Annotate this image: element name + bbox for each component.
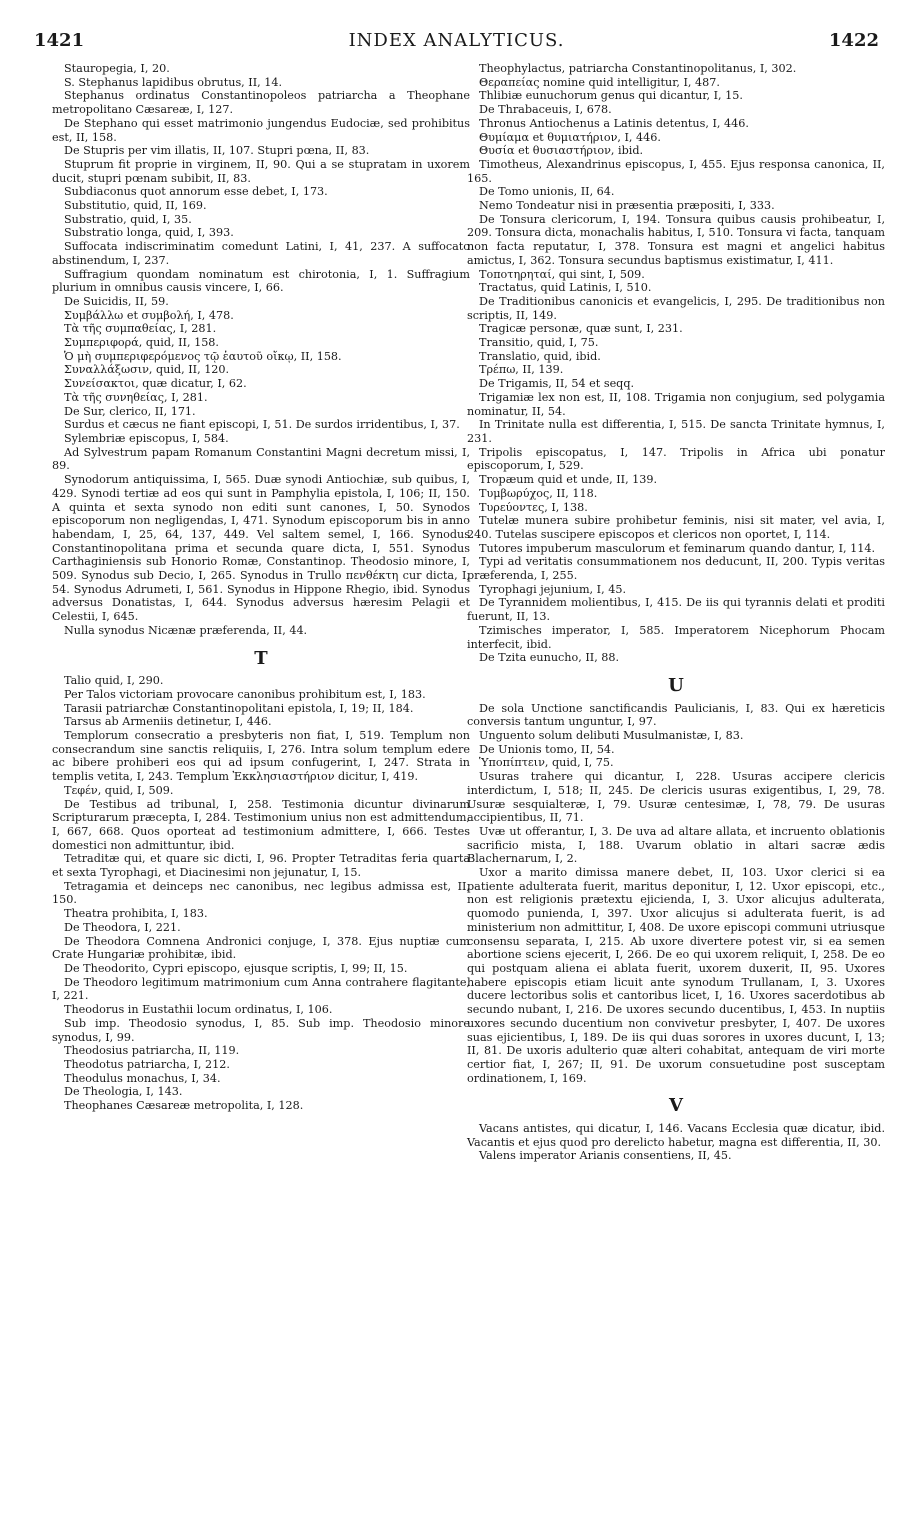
- index-entry: S. Stephanus lapidibus obrutus, II, 14.: [64, 75, 283, 89]
- index-entry: De Thrabaceuis, I, 678.: [479, 103, 612, 117]
- index-entry: De Theodorito, Cypri episcopo, ejusque scriptis, I, 99; II, 15.: [64, 962, 408, 975]
- index-entry: Theodosius patriarcha, II, 119.: [64, 1044, 240, 1058]
- index-entry: Tarasii patriarchæ Constantinopolitani epistola, I, 19; II, 184.: [64, 701, 414, 715]
- index-entry: Subdiaconus quot annorum esse debet, I, 173.: [64, 185, 328, 199]
- index-entry: Tripolis episcopatus, I, 147. Tripolis in Africa ubi ponatur episcoporum, I, 529.: [467, 445, 885, 473]
- index-entry: De Sur, clerico, II, 171.: [64, 404, 196, 418]
- index-entry: Talio quid, I, 290.: [64, 674, 164, 688]
- index-entry: De Tyrannidem molientibus, I, 415. De iis qui tyrannis delati et proditi fuerunt, II, 13.: [467, 596, 885, 624]
- index-entry: De Theodoro legitimum matrimonium cum Anna contrahere flagitante, I, 221.: [52, 975, 470, 1003]
- index-entry: De Tonsura clericorum, I, 194. Tonsura quibus causis prohibeatur, I, 209. Tonsura dicta, monachalis habitus, I, 510. Tonsura vi facta, tanquam non facta reputatur, I, 378. Tonsura est magni et angelici habitus amictus, I, 362. Tonsura secundus baptismus existimatur, I, 411.: [467, 212, 885, 267]
- index-entry: Tragicæ personæ, quæ sunt, I, 231.: [479, 322, 683, 336]
- section-letter-v: V: [669, 1095, 683, 1117]
- index-entry: Stephanus ordinatus Constantinopoleos patriarcha a Theophane metropolitano Cæsareæ, I, 127.: [52, 89, 470, 117]
- index-entry: Suffragium quondam nominatum est chirotonia, I, 1. Suffragium plurium in omnibus causis vincere, I, 66.: [52, 267, 470, 295]
- running-title: INDEX ANALYTICUS.: [348, 30, 565, 51]
- index-entry: Theodulus monachus, I, 34.: [64, 1071, 221, 1085]
- index-entry: Nemo Tondeatur nisi in præsentia præpositi, I, 333.: [479, 199, 775, 213]
- index-entry: Sub imp. Theodosio synodus, I, 85. Sub imp. Theodosio minore synodus, I, 99.: [52, 1016, 470, 1044]
- index-entry: Tropæum quid et unde, II, 139.: [479, 473, 658, 487]
- index-entry: Tyrophagi jejunium, I, 45.: [479, 582, 626, 596]
- index-entry: Vacans antistes, qui dicatur, I, 146. Vacans Ecclesia quæ dicatur, ibid. Vacantis et ejus quod pro derelicto habetur, magna est differentia, II, 30.: [467, 1122, 885, 1149]
- index-entry: Thronus Antiochenus a Latinis detentus, I, 446.: [479, 116, 749, 130]
- index-entry: Τοποτηρηταί, qui sint, I, 509.: [479, 267, 645, 281]
- index-entry: De Traditionibus canonicis et evangelicis, I, 295. De traditionibus non scriptis, II, 149.: [467, 294, 885, 322]
- section-letter-u: U: [668, 674, 684, 696]
- index-entry: De Theodora, I, 221.: [64, 920, 181, 934]
- index-entry: Tutelæ munera subire prohibetur feminis, nisi sit mater, vel avia, I, 240. Tutelas suscipere episcopos et clericos non oportet, I, 114.: [467, 514, 885, 541]
- index-entry: De Theodora Comnena Andronici conjuge, I, 378. Ejus nuptiæ cum Crate Hungariæ prohibitæ, ibid.: [52, 934, 470, 962]
- right-page-number: 1422: [828, 30, 879, 51]
- index-entry: De Stephano qui esset matrimonio jungendus Eudociæ, sed prohibitus est, II, 158.: [52, 116, 470, 144]
- index-entry: Συναλλάξωσιν, quid, II, 120.: [64, 363, 230, 377]
- index-entry: Substratio, quid, I, 35.: [64, 212, 192, 226]
- index-entry: Per Talos victoriam provocare canonibus prohibitum est, I, 183.: [64, 687, 426, 701]
- index-entry: Substitutio, quid, II, 169.: [64, 199, 207, 213]
- index-entry: Nulla synodus Nicænæ præferenda, II, 44.: [64, 623, 308, 637]
- index-entry: Uxor a marito dimissa manere debet, II, 103. Uxor clerici si ea patiente adulterata fuerit, maritus deponitur, I, 12. Uxor episcopi, etc., non est religionis prætextu ejicienda, I, 3. Uxor alicujus adulterata, quomodo punienda, I, 397. Uxor alicujus si adulterata fuerit, is ad ministerium non admittitur, I, 408. De uxore episcopi communi utriusque consensu separata, I, 215. Ab uxore divertere potest vir, si ea semen abortione sciens ejecerit, I, 266. De eo qui uxorem reliquit, I, 258. De eo qui postquam aliena ei ablata fuerit, uxorem duxerit, II, 95. Uxores habere episcopis etiam licuit ante synodum Trullanam, I, 3. Uxores ducere lectoribus solis et cantoribus licet, I, 16. Uxores sacerdotibus ab secundo nubant, I, 216. De uxores secundo ducentibus, I, 453. In nuptiis uxores secundo ducentium non convivetur presbyter, I, 407. De uxores suas ejicientibus, I, 189. De iis qui duas sorores in uxores ducunt, I, 13; II, 81. De uxoris adulterio quæ alteri cohabitat, antequam de viri morte certior fiat, I, 267; II, 91. De uxorum consuetudine post susceptam ordinationem, I, 169.: [467, 866, 885, 1085]
- index-entry: Τεφέν, quid, I, 509.: [64, 783, 174, 797]
- index-entry: Τὰ τῆς συμπαθείας, I, 281.: [64, 322, 217, 336]
- index-entry: Ὑποπίπτειν, quid, I, 75.: [479, 756, 614, 770]
- index-entry: De Stupris per vim illatis, II, 107. Stupri pœna, II, 83.: [64, 144, 370, 158]
- index-entry: De Trigamis, II, 54 et seqq.: [479, 377, 635, 391]
- page-header: [34, 30, 879, 54]
- index-entry: Synodorum antiquissima, I, 565. Duæ synodi Antiochiæ, sub quibus, I, 429. Synodi tertiæ ad eos qui sunt in Pamphylia epistola, I, 106; II, 150. A quinta et sexta synodo non editi sunt canones, I, 50. Synodos episcoporum non negligendas, I, 471. Synodum episcoporum bis in anno habendam, I, 25, 64, 137, 449. Vel saltem semel, I, 166. Synodus Constantinopolitana prima et secunda quare dicta, I, 551. Synodus Carthaginiensis sub Honorio Romæ, Constantinop. Theodosio minore, I, 509. Synodus sub Decio, I, 265. Synodus in Trullo πενθέκτη cur dicta, I, 54. Synodus Adrumeti, I, 561. Synodus in Hippone Rhegio, ibid. Synodus adversus Donatistas, I, 644. Synodus adversus hæresim Pelagii et Celestii, I, 645.: [52, 473, 470, 624]
- index-entry: De Tzita eunucho, II, 88.: [479, 651, 620, 665]
- index-entry: Typi ad veritatis consummationem nos deducunt, II, 200. Typis veritas præferenda, I, 255.: [467, 555, 885, 583]
- entries-s: [52, 62, 470, 638]
- index-entry: Unguento solum delibuti Musulmanistæ, I, 83.: [479, 729, 744, 743]
- index-entry: Τὰ τῆς συνηθείας, I, 281.: [64, 390, 208, 404]
- index-entry: Surdus et cæcus ne fiant episcopi, I, 51. De surdos irridentibus, I, 37.: [64, 418, 460, 432]
- index-entry: Stuprum fit proprie in virginem, II, 90. Qui a se stupratam in uxorem ducit, stupri pœnam subibit, II, 83.: [52, 157, 470, 185]
- index-entry: Theodorus in Eustathii locum ordinatus, I, 106.: [64, 1003, 333, 1017]
- index-entry: Θυμίαμα et θυμιατήριον, I, 446.: [479, 130, 661, 144]
- index-entry: De Unionis tomo, II, 54.: [479, 742, 615, 756]
- index-entry: Συμβάλλω et συμβολή, I, 478.: [64, 308, 234, 322]
- index-entry: Θεραπείας nomine quid intelligitur, I, 487.: [479, 75, 720, 89]
- entries-t: [52, 674, 470, 1113]
- index-entry: De Theologia, I, 143.: [64, 1085, 183, 1099]
- index-entry: Theophylactus, patriarcha Constantinopolitanus, I, 302.: [479, 62, 797, 75]
- index-entry: De sola Unctione sanctificandis Paulicianis, I, 83. Qui ex hæreticis conversis tantum unguntur, I, 97.: [467, 701, 885, 729]
- index-entry: Tutores impuberum masculorum et feminarum quando dantur, I, 114.: [479, 541, 876, 555]
- left-page-number: 1421: [34, 30, 85, 51]
- index-entry: Timotheus, Alexandrinus episcopus, I, 455. Ejus responsa canonica, II, 165.: [467, 157, 885, 185]
- index-entry: Tarsus ab Armeniis detinetur, I, 446.: [64, 715, 272, 729]
- index-entry: Valens imperator Arianis consentiens, II, 45.: [479, 1149, 732, 1163]
- right-column: [467, 62, 885, 1163]
- index-entry: Theodotus patriarcha, I, 212.: [64, 1057, 230, 1071]
- index-entry: Τυρεύοντες, I, 138.: [479, 500, 588, 514]
- index-entry: Tetragamia et deinceps nec canonibus, nec legibus admissa est, II, 150.: [52, 879, 470, 907]
- index-entry: Transitio, quid, I, 75.: [479, 336, 599, 350]
- index-entry: Thlibiæ eunuchorum genus qui dicantur, I, 15.: [479, 89, 743, 103]
- index-entry: In Trinitate nulla est differentia, I, 515. De sancta Trinitate hymnus, I, 231.: [467, 418, 885, 445]
- entries-t-continued: [467, 62, 885, 665]
- left-column: [52, 62, 470, 1113]
- index-entry: Ad Sylvestrum papam Romanum Constantini Magni decretum missi, I, 89.: [52, 445, 470, 473]
- index-entry: Stauropegia, I, 20.: [64, 62, 170, 75]
- index-entry: Trigamiæ lex non est, II, 108. Trigamia non conjugium, sed polygamia nominatur, II, 54.: [467, 390, 885, 418]
- entries-u: [467, 702, 885, 1086]
- section-letter-t: T: [254, 647, 268, 669]
- index-entry: Τυμβωρύχος, II, 118.: [479, 486, 598, 500]
- index-entry: De Suicidis, II, 59.: [64, 294, 169, 308]
- index-entry: Tzimisches imperator, I, 585. Imperatorem Nicephorum Phocam interfecit, ibid.: [467, 623, 885, 651]
- index-entry: Suffocata indiscriminatim comedunt Latini, I, 41, 237. A suffocato abstinendum, I, 237.: [52, 240, 470, 267]
- index-entry: Τρέπω, II, 139.: [479, 363, 564, 377]
- index-entry: De Testibus ad tribunal, I, 258. Testimonia dicuntur divinarum Scripturarum præcepta, I, 284. Testimonium unius non est admittendum, I, 667, 668. Quos oporteat ad testimonium admittere, I, 666. Testes domestici non admittuntur, ibid.: [52, 797, 470, 852]
- entries-v: [467, 1122, 885, 1163]
- index-entry: Uvæ ut offerantur, I, 3. De uva ad altare allata, et incruento oblationis sacrificio mista, I, 188. Uvarum oblatio in altari sacræ ædis Blachernarum, I, 2.: [467, 824, 885, 866]
- index-entry: Theophanes Cæsareæ metropolita, I, 128.: [64, 1099, 304, 1113]
- index-entry: Tetraditæ qui, et quare sic dicti, I, 96. Propter Tetraditas feria quarta et sexta Tyrophagi, et Diacinesimi non jejunatur, I, 15.: [52, 852, 470, 880]
- index-entry: Συνείσακτοι, quæ dicatur, I, 62.: [64, 377, 247, 391]
- index-entry: Συμπεριφορά, quid, II, 158.: [64, 336, 219, 350]
- index-entry: Θυσία et θυσιαστήριον, ibid.: [479, 144, 644, 158]
- index-entry: Sylembriæ episcopus, I, 584.: [64, 431, 229, 445]
- index-entry: Ὁ μὴ συμπεριφερόμενος τῷ ἑαυτοῦ οἴκῳ, II, 158.: [64, 349, 342, 363]
- index-entry: Substratio longa, quid, I, 393.: [64, 226, 234, 240]
- index-entry: Templorum consecratio a presbyteris non fiat, I, 519. Templum non consecrandum sine sanctis reliquiis, I, 276. Intra solum templum edere ac bibere prohiberi eos qui ad ipsum confugerint, I, 247. Strata in templis vetita, I, 243. Templum Ἐκκλησιαστήριον dicitur, I, 419.: [52, 729, 470, 784]
- index-entry: De Tomo unionis, II, 64.: [479, 185, 615, 199]
- index-entry: Theatra prohibita, I, 183.: [64, 907, 208, 921]
- index-entry: Tractatus, quid Latinis, I, 510.: [479, 281, 652, 295]
- index-entry: Usuras trahere qui dicantur, I, 228. Usuras accipere clericis interdictum, I, 518; II, 245. De clericis usuras exigentibus, I, 29, 78. Usuræ sesquialteræ, I, 79. Usuræ centesimæ, I, 78, 79. De usuras accipientibus, II, 71.: [467, 770, 885, 825]
- index-entry: Translatio, quid, ibid.: [479, 349, 601, 363]
